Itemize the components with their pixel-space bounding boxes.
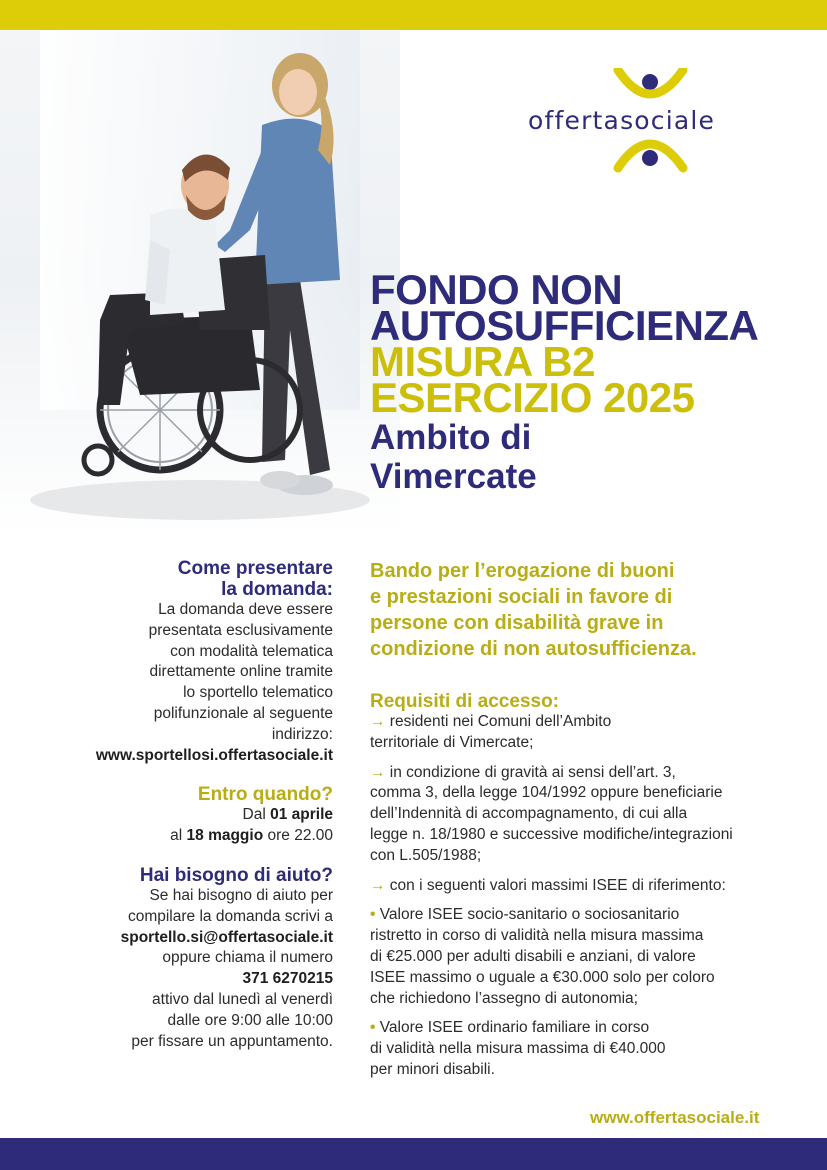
deadline-title: Entro quando?	[197, 784, 333, 806]
headline-line-5: Ambito di	[370, 418, 532, 457]
intro-line: Bando per l’erogazione di buoni	[370, 560, 675, 582]
requirement-item: → con i seguenti valori massimi ISEE di riferimento:	[370, 876, 726, 894]
intro-line: e prestazioni sociali in favore di	[370, 586, 673, 608]
deadline-end-date: 18 maggio	[186, 827, 264, 845]
help-title: Hai bisogno di aiuto?	[139, 864, 333, 886]
intro-line: persone con disabilità grave in	[370, 612, 664, 634]
deadline-line-2	[40, 826, 333, 847]
requirements-title: Requisiti di accesso:	[370, 691, 560, 712]
arrow-icon: →	[370, 763, 386, 781]
how-line: direttamente online tramite	[149, 663, 333, 681]
how-to-apply-title-1: Come presentare	[177, 558, 333, 579]
help-line: attivo dal lunedì al venerdì	[152, 990, 333, 1008]
isee-item: • Valore ISEE socio-sanitario o sociosanitario ristretto in corso di validità nella misura massima di €25.000 per adulti disabili e anziani, di valore ISEE massimo o uguale a €30.000 solo per coloro che richiedono l’assegno di autonomia;	[370, 906, 715, 1007]
headline-line-6: Vimercate	[370, 457, 537, 496]
deadline-to-label: al	[170, 827, 187, 845]
hero-photo	[0, 30, 400, 535]
deadline-from-label: Dal	[242, 806, 271, 824]
logo-wordmark: offertasociale	[528, 106, 716, 135]
headline-line-2: AUTOSUFFICIENZA	[370, 302, 759, 349]
how-line: La domanda deve essere	[158, 601, 333, 618]
deadline-line-1	[40, 805, 333, 826]
wheelchair-couple-illustration	[0, 30, 400, 535]
intro-line: condizione di non autosufficienza.	[370, 638, 697, 660]
help-line: dalle ore 9:00 alle 10:00	[167, 1011, 333, 1029]
help-line: Se hai bisogno di aiuto per	[149, 886, 333, 904]
headline-line-3: MISURA B2	[370, 338, 595, 385]
bullet-icon: •	[370, 906, 376, 924]
how-line: indirizzo:	[271, 725, 333, 743]
how-line: polifunzionale al seguente	[153, 704, 333, 722]
help-line: compilare la domanda scrivi a	[127, 907, 333, 925]
requirement-item: → in condizione di gravità ai sensi dell’art. 3, comma 3, della legge 104/1992 oppure beneficiarie dell’Indennità di accompagnamento, di cui alla legge n. 18/1980 e successive modifiche/integrazioni con L.505/1988;	[370, 763, 733, 864]
arrow-icon: →	[370, 876, 386, 894]
help-line: per fissare un appuntamento.	[131, 1032, 333, 1050]
headline-line-1: FONDO NON	[370, 266, 623, 313]
footer-website-link[interactable]: www.offertasociale.it	[590, 1108, 760, 1127]
deadline-start-date: 01 aprile	[270, 806, 333, 824]
how-line: con modalità telematica	[170, 642, 333, 660]
how-line: lo sportello telematico	[183, 684, 333, 702]
right-column	[370, 558, 790, 1090]
bottom-color-band	[0, 1138, 827, 1170]
sportello-url[interactable]: www.sportellosi.offertasociale.it	[95, 746, 333, 764]
help-phone[interactable]: 371 6270215	[242, 970, 333, 988]
headline	[370, 266, 810, 496]
bullet-icon: •	[370, 1019, 376, 1037]
offertasociale-logo	[528, 68, 778, 173]
left-column	[40, 558, 333, 1052]
top-color-band	[0, 0, 827, 30]
arrow-icon: →	[370, 713, 386, 730]
isee-item: • Valore ISEE ordinario familiare in corso di validità nella misura massima di €40.000 per minori disabili.	[370, 1019, 666, 1078]
intro-text	[370, 558, 790, 662]
how-to-apply-title-2: la domanda:	[221, 579, 333, 600]
help-email-link[interactable]: sportello.si@offertasociale.it	[120, 928, 333, 946]
deadline-time: ore 22.00	[263, 827, 333, 845]
requirement-item: → residenti nei Comuni dell’Ambito territoriale di Vimercate;	[370, 713, 612, 751]
help-line: oppure chiama il numero	[162, 949, 333, 967]
how-line: presentata esclusivamente	[148, 621, 333, 639]
headline-line-4: ESERCIZIO 2025	[370, 374, 695, 421]
